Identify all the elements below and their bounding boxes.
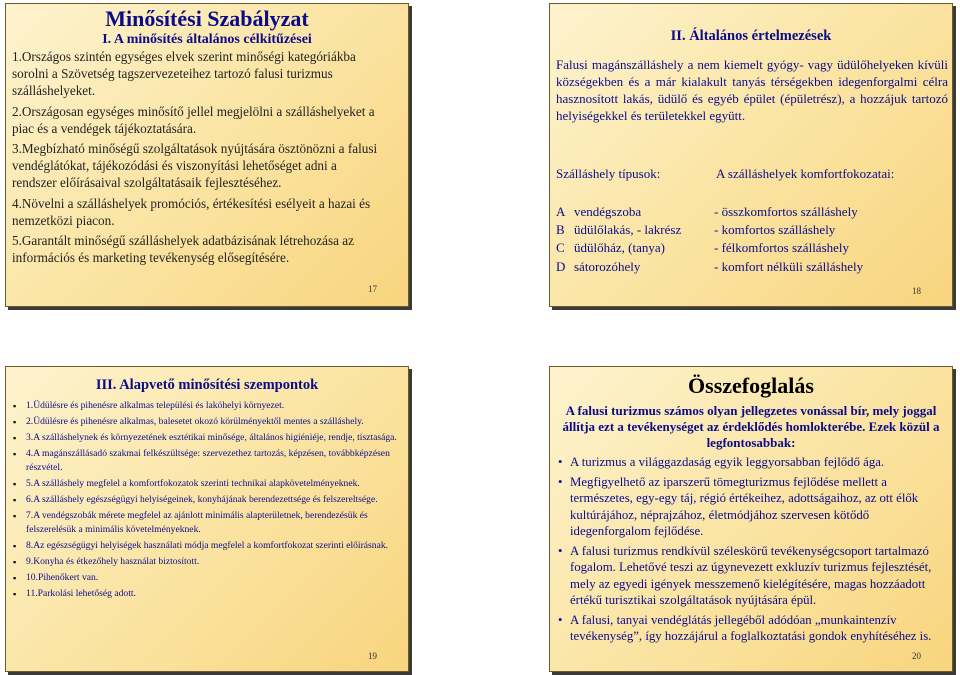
type-letter: D — [556, 259, 566, 274]
page-number: 18 — [912, 286, 921, 296]
type-row — [556, 259, 863, 275]
bullet-icon: ▪ — [13, 401, 17, 411]
definition-paragraph: Falusi magánszálláshely a nem kiemelt gyógy- vagy üdülőhelyeken kívüli községekben és a már kialakult tanyás térségekben idegenforgalmi célra hasznosított lakás, üdülő és egyéb épület (épületrész), a hozzájuk tartozó helyiségekkel és területekkel együtt. — [556, 57, 948, 123]
bullet-icon: • — [558, 612, 563, 627]
type-name: sátorozóhely — [574, 259, 641, 274]
slide-title: Minősítési Szabályzat — [105, 6, 309, 31]
page-number: 17 — [368, 284, 377, 294]
list-item: ▪ 9.Konyha és étkezőhely használat biztosított. — [13, 556, 200, 567]
body-line: 1.Országos szintén egységes elvek szerint minőségi kategóriákba sorolni a Szövetség tagszervezeteihez tartozó falusi turizmus szálláshelyeket. — [12, 49, 356, 99]
bullet-icon: • — [558, 474, 563, 489]
bullet-icon: ▪ — [13, 573, 17, 583]
type-name: vendégszoba — [574, 204, 642, 219]
comfort-level: - komfort nélküli szálláshely — [714, 259, 864, 274]
list-item: • A falusi, tanyai vendéglátás jellegéből adódóan „munkaintenzív tevékenység”, így hozzájárul a foglalkoztatási gondok enyhítéséhez is. — [558, 612, 932, 643]
bullet-icon: ▪ — [13, 449, 17, 459]
body-line: 5.Garantált minőségű szálláshelyek adatbázisának létrehozása az információs és marketing tevékenység elősegítésére. — [12, 233, 354, 266]
slide-title: II. Általános értelmezések — [670, 28, 832, 44]
comfort-level: - összkomfortos szálláshely — [714, 204, 858, 219]
list-item: ▪ 11.Parkolási lehetőség adott. — [13, 588, 136, 599]
slide-title: III. Alapvető minősítési szempontok — [95, 377, 319, 393]
slide-title: Összefoglalás — [688, 373, 814, 398]
list-item: ▪ 5.A szálláshely megfelel a komfortfokozatok szerinti technikai alapkövetelményeknek. — [13, 478, 360, 489]
comfort-level: - komfortos szálláshely — [714, 222, 836, 237]
body-line: 3.Megbízható minőségű szolgáltatások nyújtására ösztönözni a falusi vendéglátókat, tájékozódási és viszonyítási lehetőséget adni a rendszer előírásaival szolgáltatásaik fejlesztéséhez. — [12, 141, 378, 191]
list-item: ▪ 6.A szálláshely egészségügyi helyiségeinek, konyhájának berendezettsége és felszereltsége. — [13, 494, 378, 505]
bullet-icon: ▪ — [13, 589, 17, 599]
type-letter: C — [556, 240, 565, 255]
bullet-icon: ▪ — [13, 417, 17, 427]
slide-subtitle: I. A minősítés általános célkitűzései — [102, 32, 312, 47]
slide-body — [12, 48, 382, 269]
list-item: ▪ 2.Üdülésre és pihenésre alkalmas, balesetet okozó körülményektől mentes a szálláshely. — [13, 416, 364, 427]
list-item: • A falusi turizmus rendkívül széleskörű tevékenységcsoport tartalmazó fogalom. Lehetővé teszi az úgynevezett exkluzív turizmus fejlesztését, mely az egyedi igények messzemenő kielégítésére, magas hozzáadott értékű turisztikai szolgáltatások nyújtására épül. — [558, 543, 932, 607]
list-item: ▪ 1.Üdülésre és pihenésre alkalmas települési és lakóhelyi környezet. — [13, 400, 285, 411]
bullet-icon: ▪ — [13, 557, 17, 567]
lead-text: A falusi turizmus számos olyan jellegzetes vonással bír, mely joggal állítja ezt a tevékenységet az érdeklődés homlokterébe. Ezek közül a legfontosabbak: — [562, 403, 940, 450]
type-letter: B — [556, 222, 565, 237]
page-number: 20 — [912, 651, 921, 661]
body-line: 2.Országosan egységes minősítő jellel megjelölni a szálláshelyeket a piac és a vendégek tájékoztatására. — [12, 103, 375, 136]
bullet-icon: ▪ — [13, 511, 17, 521]
page-number: 19 — [368, 651, 377, 661]
list-item: ▪ 7.A vendégszobák mérete megfelel az ajánlott minimális alapterületnek, berendezésük és felszerelésük a minimális követelményeknek. — [13, 510, 368, 535]
bullet-icon: ▪ — [13, 433, 17, 443]
type-row — [556, 240, 849, 256]
list-item: • Megfigyelhető az iparszerű tömegturizmus fejlődése mellett a természetes, egy-egy táj, régió értékeihez, adottságaihoz, az ott élők kultúrájához, néprajzához, életmódjához szervesen kötődő idegenforgalom fejlődése. — [558, 474, 919, 538]
type-name: üdülőház, (tanya) — [574, 240, 665, 255]
list-item: ▪ 10.Pihenőkert van. — [13, 572, 99, 583]
type-name: üdülőlakás, - lakrész — [574, 222, 682, 237]
summary-list — [556, 454, 948, 648]
list-item: ▪ 4.A magánszállásadó szakmai felkészültsége: szervezethez tartozás, képzésen, továbbképzésen részvétel. — [13, 448, 390, 473]
comfort-header: A szálláshelyek komfortfokozatai: — [716, 166, 895, 181]
list-item: ▪ 3.A szálláshelynek és környezetének esztétikai minősége, általános higiéniéje, rendje, tisztasága. — [13, 432, 397, 443]
bullet-icon: • — [558, 455, 563, 469]
type-row — [556, 204, 858, 220]
slide-20 — [549, 366, 953, 672]
bullet-icon: • — [558, 543, 563, 558]
bullet-icon: ▪ — [13, 541, 17, 551]
bullet-icon: ▪ — [13, 495, 17, 505]
list-item: ▪ 8.Az egészségügyi helyiségek használati módja megfelel a komfortfokozat szerinti előírásnak. — [13, 540, 389, 551]
type-letter: A — [556, 204, 566, 219]
body-line: 4.Növelni a szálláshelyek promóciós, értékesítési esélyeit a hazai és nemzetközi piacon. — [12, 195, 371, 228]
slide-19 — [5, 366, 409, 672]
bullet-icon: ▪ — [13, 479, 17, 489]
types-header: Szálláshely típusok: — [556, 166, 661, 181]
list-item: • A turizmus a világgazdaság egyik leggyorsabban fejlődő ága. — [558, 455, 885, 469]
comfort-level: - félkomfortos szálláshely — [714, 240, 850, 255]
type-row — [556, 222, 835, 238]
slide-18 — [549, 3, 953, 307]
slide-17 — [5, 3, 409, 307]
criteria-list — [12, 399, 404, 603]
